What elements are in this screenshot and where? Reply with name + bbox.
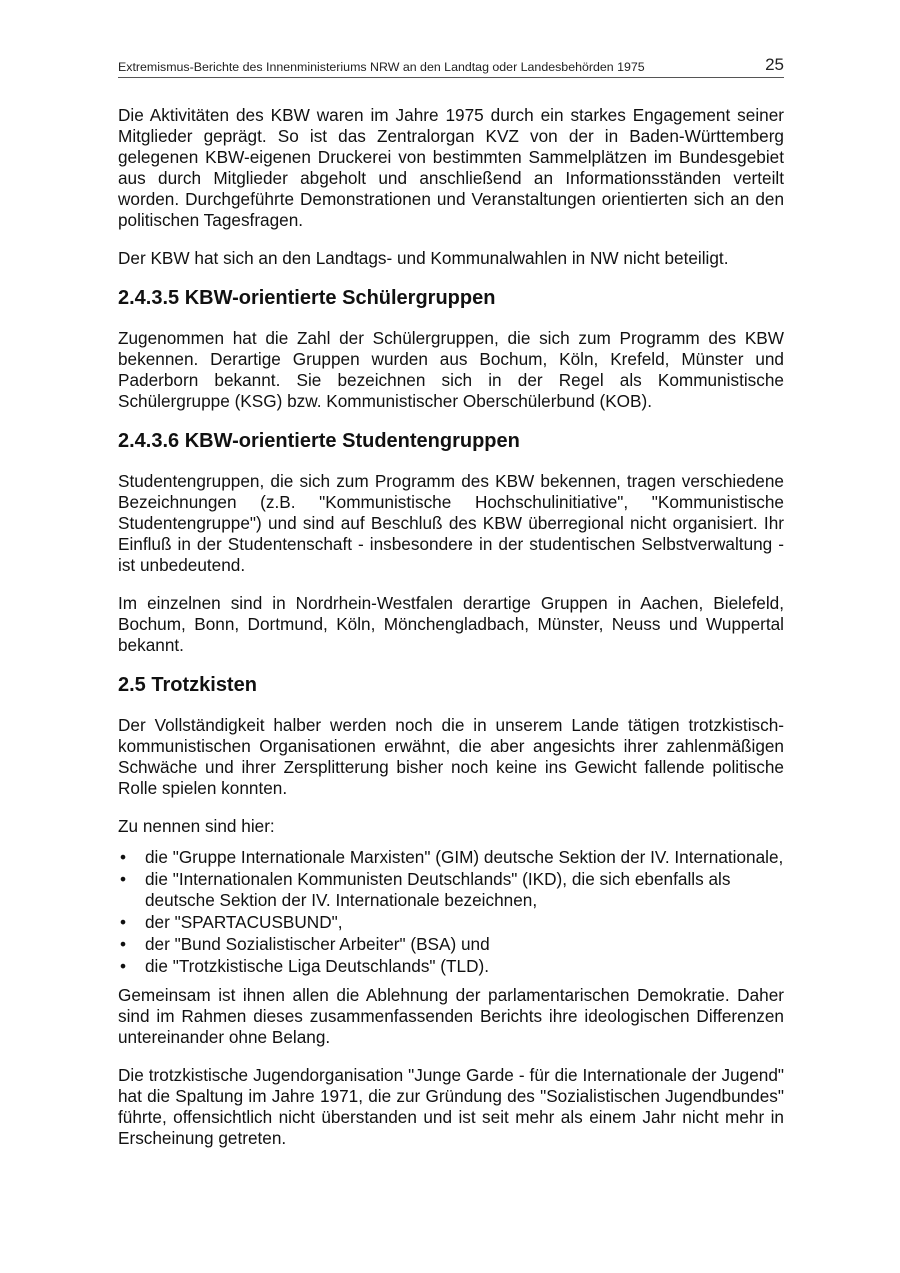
paragraph-trotzkisten-intro: Der Vollständigkeit halber werden noch die in unserem Lande tätigen trotzkistisch-kommunistischen Organisationen erwähnt, die aber angesichts ihrer zahlenmäßigen Schwäche und ihrer Zersplitterung bisher noch keine ins Gewicht fallende politische Rolle spielen konnten.	[118, 715, 784, 798]
paragraph-kbw-activities: Die Aktivitäten des KBW waren im Jahre 1975 durch ein starkes Engagement seiner Mitglieder geprägt. So ist das Zentralorgan KVZ von der in Baden-Württemberg gelegenen KBW-eigenen Druckerei von bestimmten Sammelplätzen im Bundesgebiet aus durch Mitglieder abgeholt und anschließend an Informationsständen verteilt worden. Durchgeführte Demonstrationen und Veranstaltungen orientierten sich an den politischen Tagesfragen.	[118, 105, 784, 230]
list-item-text: der "SPARTACUSBUND",	[145, 912, 343, 932]
heading-2-4-3-6: 2.4.3.6 KBW-orientierte Studentengruppen	[118, 430, 520, 452]
list-item-text: der "Bund Sozialistischer Arbeiter" (BSA) und	[145, 934, 490, 954]
list-item-text: die "Gruppe Internationale Marxisten" (GIM) deutsche Sektion der IV. Internationale,	[145, 847, 784, 867]
paragraph-zu-nennen: Zu nennen sind hier:	[118, 816, 275, 836]
paragraph-studentengruppen: Studentengruppen, die sich zum Programm des KBW bekennen, tragen verschiedene Bezeichnungen (z.B. "Kommunistische Hochschulinitiative", "Kommunistische Studentengruppe") und sind auf Beschluß des KBW überregional nicht organisiert. Ihr Einfluß in der Studentenschaft - insbesondere in der studentischen Selbstverwaltung - ist unbedeutend.	[118, 471, 784, 575]
paragraph-kbw-elections: Der KBW hat sich an den Landtags- und Kommunalwahlen in NW nicht beteiligt.	[118, 248, 729, 268]
list-item	[118, 956, 784, 977]
heading-2-4-3-5: 2.4.3.5 KBW-orientierte Schülergruppen	[118, 287, 496, 309]
organisations-list	[118, 847, 784, 977]
paragraph-studentengruppen-orte: Im einzelnen sind in Nordrhein-Westfalen derartige Gruppen in Aachen, Bielefeld, Bochum, Bonn, Dortmund, Köln, Mönchengladbach, Münster, Neuss und Wuppertal bekannt.	[118, 593, 784, 655]
page-content	[118, 105, 784, 1166]
list-item	[118, 912, 784, 933]
bullet-icon: •	[119, 869, 127, 889]
paragraph-junge-garde: Die trotzkistische Jugendorganisation "Junge Garde - für die Internationale der Jugend" hat die Spaltung im Jahre 1971, die zur Gründung des "Sozialistischen Jugendbundes" führte, offensichtlich nicht überstanden und ist seit mehr als einem Jahr nicht mehr in Erscheinung getreten.	[118, 1065, 784, 1148]
page-number: 25	[765, 55, 784, 74]
paragraph-schuelergruppen: Zugenommen hat die Zahl der Schülergruppen, die sich zum Programm des KBW bekennen. Derartige Gruppen wurden aus Bochum, Köln, Krefeld, Münster und Paderborn bekannt. Sie bezeichnen sich in der Regel als Kommunistische Schülergruppe (KSG) bzw. Kommunistischer Oberschülerbund (KOB).	[118, 328, 784, 411]
bullet-icon: •	[119, 956, 127, 976]
list-item	[118, 869, 784, 911]
bullet-icon: •	[119, 847, 127, 867]
list-item-text: die "Trotzkistische Liga Deutschlands" (TLD).	[145, 956, 489, 976]
list-item-text: die "Internationalen Kommunisten Deutschlands" (IKD), die sich ebenfalls als deutsche Sektion der IV. Internationale bezeichnen,	[145, 869, 731, 910]
bullet-icon: •	[119, 934, 127, 954]
heading-2-5: 2.5 Trotzkisten	[118, 674, 257, 696]
header-title: Extremismus-Berichte des Innenministeriums NRW an den Landtag oder Landesbehörden 1975	[118, 60, 645, 74]
list-item	[118, 847, 784, 868]
bullet-icon: •	[119, 912, 127, 932]
paragraph-demokratie: Gemeinsam ist ihnen allen die Ablehnung der parlamentarischen Demokratie. Daher sind im Rahmen dieses zusammenfassenden Berichts ihre ideologischen Differenzen untereinander ohne Belang.	[118, 985, 784, 1047]
list-item	[118, 934, 784, 955]
running-header	[118, 55, 784, 78]
